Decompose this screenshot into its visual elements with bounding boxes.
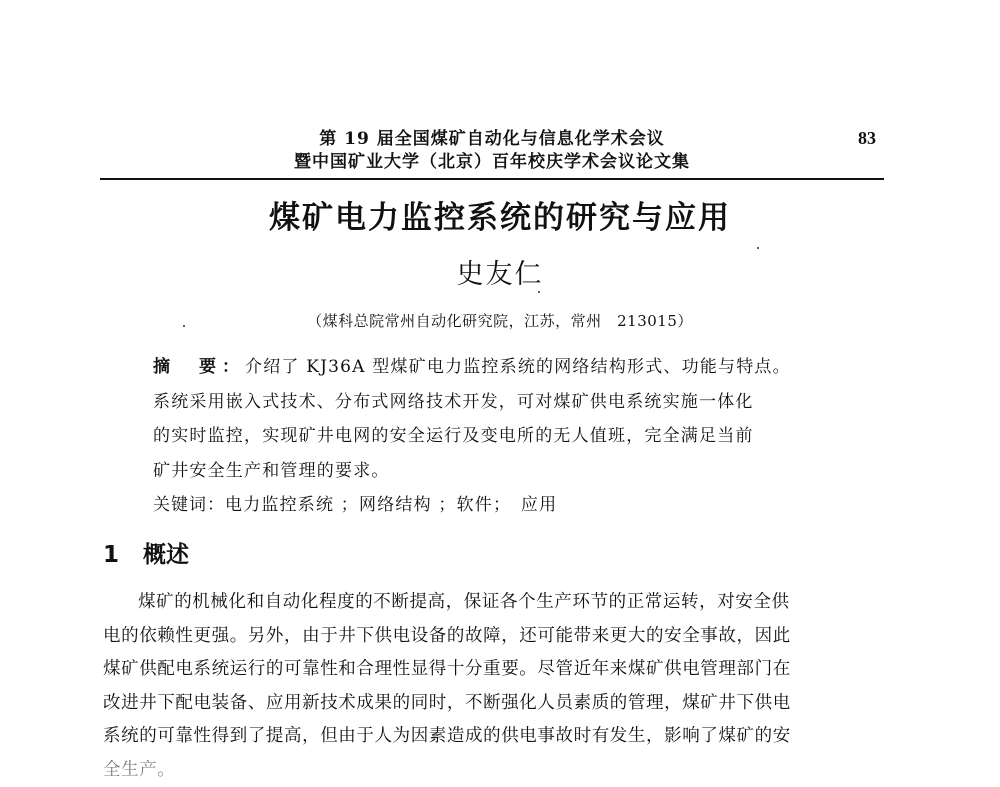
body-paragraph xyxy=(103,586,893,780)
body-line: 煤矿的机械化和自动化程度的不断提高，保证各个生产环节的正常运转，对安全供 xyxy=(138,592,790,612)
body-line: 全生产。 xyxy=(103,759,176,780)
abstract xyxy=(153,350,843,523)
section-number: 1 xyxy=(103,542,120,568)
conference-title-line-1: 第 19 届全国煤矿自动化与信息化学术会议 xyxy=(319,129,665,149)
keywords-label: 关键词： xyxy=(153,495,225,515)
abstract-label: 摘 要： xyxy=(153,357,245,377)
keywords-text: 电力监控系统 ；网络结构 ；软件； 应用 xyxy=(225,495,558,515)
section-title: 概述 xyxy=(143,542,189,568)
keywords-line xyxy=(153,488,843,523)
body-line: 改进井下配电装备、应用新技术成果的同时，不断强化人员素质的管理，煤矿井下供电 xyxy=(103,692,791,713)
scan-speck xyxy=(538,291,540,293)
abstract-line: 系统采用嵌入式技术、分布式网络技术开发，可对煤矿供电系统实施一体化 xyxy=(153,391,754,412)
scan-speck xyxy=(757,247,759,249)
header-rule xyxy=(100,178,884,180)
abstract-line: 的实时监控，实现矿井电网的安全运行及变电所的无人值班，完全满足当前 xyxy=(153,426,754,446)
section-heading xyxy=(103,536,189,569)
abstract-text: 介绍了 KJ36A 型煤矿电力监控系统的网络结构形式、功能与特点。 xyxy=(245,357,791,377)
abstract-line: 矿井安全生产和管理的要求。 xyxy=(153,460,390,481)
abstract-line xyxy=(153,350,843,385)
body-line: 煤矿供配电系统运行的可靠性和合理性显得十分重要。尽管近年来煤矿供电管理部门在 xyxy=(103,659,791,679)
body-line: 系统的可靠性得到了提高，但由于人为因素造成的供电事故时有发生，影响了煤矿的安 xyxy=(103,726,791,746)
author-affiliation: （煤科总院常州自动化研究院，江苏，常州 213015） xyxy=(307,312,693,330)
running-header xyxy=(100,126,884,178)
body-line: 电的依赖性更强。另外，由于井下供电设备的故障，还可能带来更大的安全事故，因此 xyxy=(103,625,791,646)
page-number: 83 xyxy=(858,128,876,148)
scan-speck xyxy=(183,325,185,327)
conference-title-line-2: 暨中国矿业大学（北京）百年校庆学术会议论文集 xyxy=(294,152,690,172)
paper-title: 煤矿电力监控系统的研究与应用 xyxy=(269,200,731,236)
author-name: 史友仁 xyxy=(456,259,544,290)
